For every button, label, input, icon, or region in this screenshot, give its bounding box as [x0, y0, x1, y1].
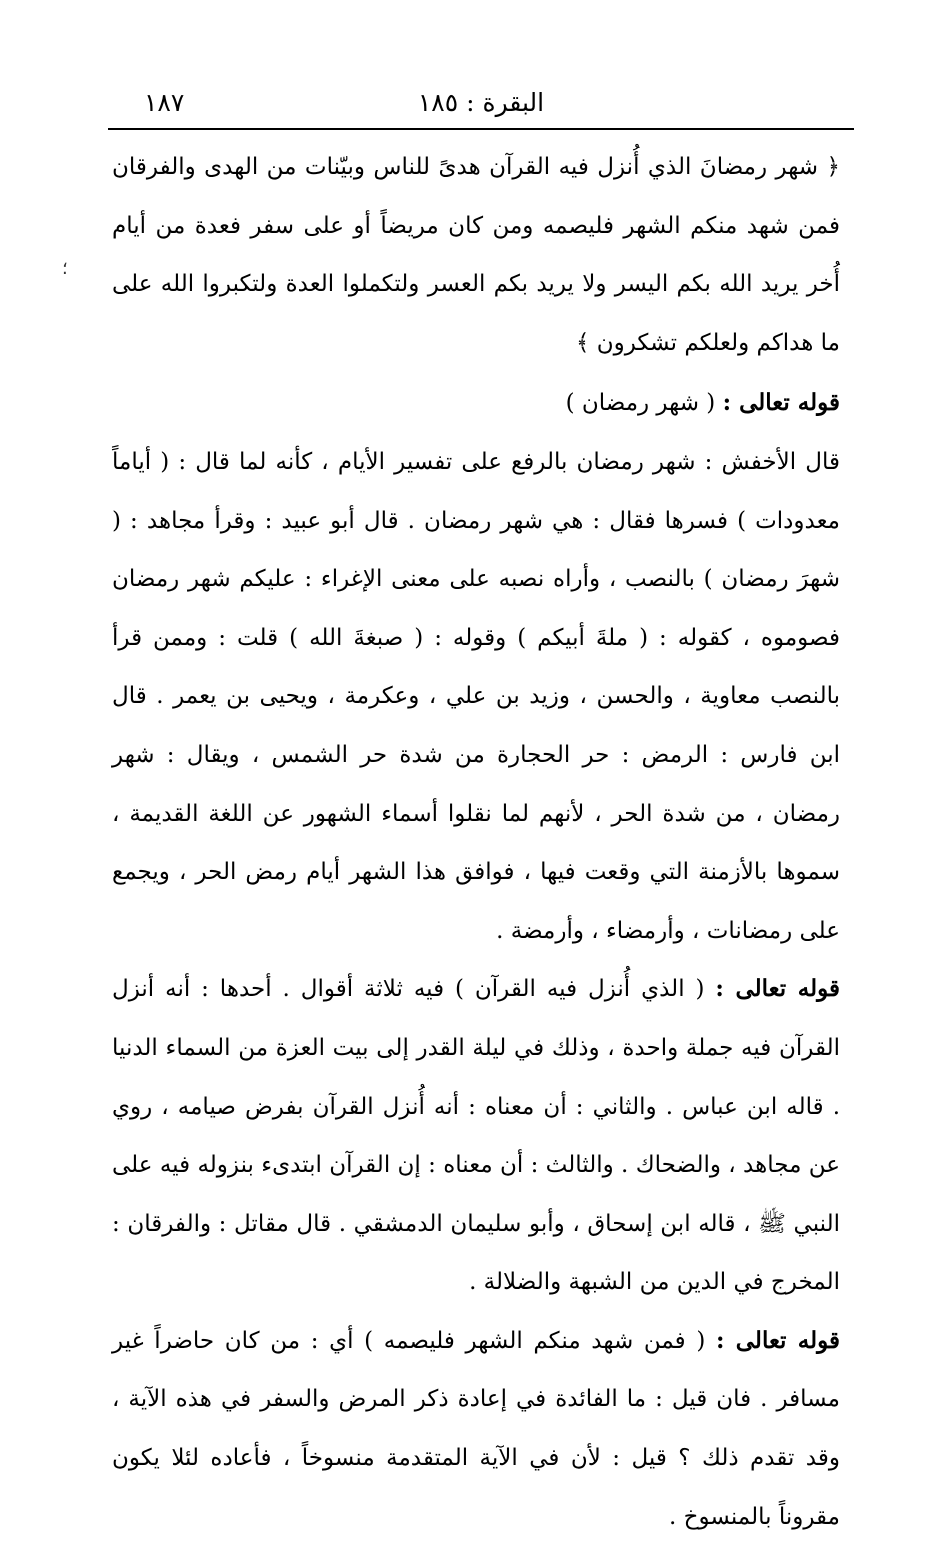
section-4: [112, 1312, 840, 1546]
section-1: [112, 374, 840, 433]
section-text: قال الأخفش : شهر رمضان بالرفع على تفسير الأيام ، كأنه لما قال : ( أياماً معدودات ) فسرها فقال : هي شهر رمضان . قال أبو عبيد : وقرأ مجاهد : ( شهرَ رمضان ) بالنصب ، وأراه نصبه على معنى الإغراء : عليكم شهر رمضان فصوموه ، كقوله : ( ملةَ أبيكم ) وقوله : ( صبغةَ الله ) قلت : وممن قرأ بالنصب معاوية ، والحسن ، وزيد بن علي ، وعكرمة ، ويحيى بن يعمر . قال ابن فارس : الرمض : حر الحجارة من شدة حر الشمس ، ويقال : شهر رمضان ، من شدة الحر ، لأنهم لما نقلوا أسماء الشهور عن اللغة القديمة ، سموها بالأزمنة التي وقعت فيها ، فوافق هذا الشهر أيام رمض الحر ، ويجمع على رمضانات ، وأرمضاء ، وأرمضة .: [112, 448, 840, 944]
section-marker: قوله تعالى :: [715, 1326, 840, 1354]
page-header: [108, 82, 854, 130]
section-text: ( فمن شهد منكم الشهر فليصمه ) أي : من كان حاضراً غير مسافر . فان قيل : ما الفائدة في إعادة ذكر المرض والسفر في هذه الآية ، وقد تقدم ذلك ؟ قيل : لأن في الآية المتقدمة منسوخاً ، فأعاده لئلا يكون مقروناً بالمنسوخ .: [112, 1327, 840, 1530]
section-3: [112, 960, 840, 1312]
page-number: ١٨٧: [144, 88, 185, 117]
body-text: [112, 138, 840, 1546]
section-text: ( شهر رمضان ): [565, 390, 723, 417]
margin-mark: ؛: [62, 258, 68, 279]
section-marker: قوله تعالى :: [715, 975, 841, 1003]
quran-verse: ﴿ شهر رمضانَ الذي أُنزل فيه القرآن هدىً للناس وبيّنات من الهدى والفرقان فمن شهد منكم الشهر فليصمه ومن كان مريضاً أو على سفر فعدة من أيام أُخر يريد الله بكم اليسر ولا يريد بكم العسر ولتكملوا العدة ولتكبروا الله على ما هداكم ولعلكم تشكرون ﴾: [112, 154, 840, 356]
section-2: [112, 433, 840, 960]
section-text: ( الذي أُنزل فيه القرآن ) فيه ثلاثة أقوال . أحدها : أنه أنزل القرآن فيه جملة واحدة ، وذلك في ليلة القدر إلى بيت العزة من السماء الدنيا . قاله ابن عباس . والثاني : أن معناه : أنه أُنزل القرآن بفرض صيامه ، روي عن مجاهد ، والضحاك . والثالث : أن معناه : إن القرآن ابتدىء بنزوله فيه على النبي ﷺ ، قاله ابن إسحاق ، وأبو سليمان الدمشقي . قال مقاتل : والفرقان : المخرج في الدين من الشبهة والضلالة .: [112, 976, 840, 1296]
section-marker: قوله تعالى :: [722, 389, 840, 417]
running-title: البقرة : ١٨٥: [417, 88, 545, 117]
